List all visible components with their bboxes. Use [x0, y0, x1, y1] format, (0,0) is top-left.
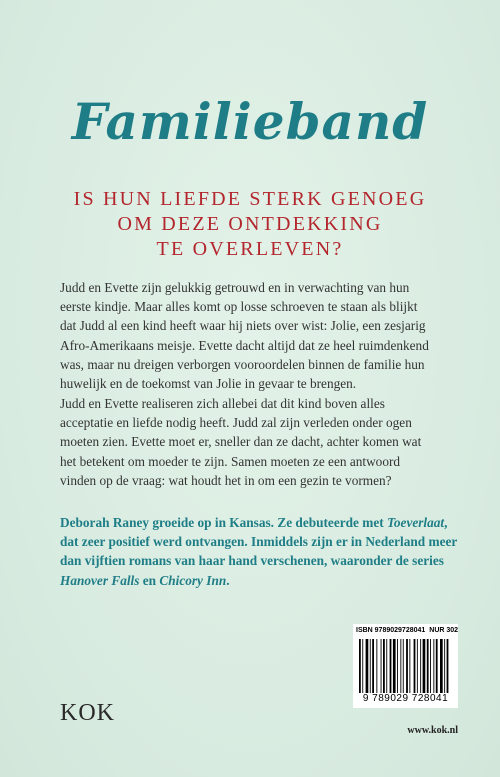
blurb-line: Judd en Evette zijn gelukkig getrouwd en in verwachting van hun [60, 280, 410, 295]
tagline-line: IS HUN LIEFDE STERK GENOEG [73, 188, 427, 210]
isbn-label: ISBN 9789029728041 [356, 627, 426, 634]
blurb-paragraph-1 [60, 278, 452, 393]
publisher-website: www.kok.nl [407, 725, 458, 736]
tagline-line: TE OVERLEVEN? [156, 238, 344, 260]
nur-label: NUR 302 [429, 627, 459, 634]
series-title-reference: Chicory Inn [159, 572, 227, 588]
blurb-line: eerste kindje. Maar alles komt op losse schroeven te staan als blijkt [60, 299, 418, 315]
barcode-panel [353, 624, 458, 708]
blurb-paragraph-2 [60, 394, 452, 490]
barcode-icon [359, 639, 452, 693]
book-title-reference: Toeverlaat [387, 515, 445, 530]
blurb-line: huwelijk en de toekomst van Jolie in gevaar te brengen. [60, 376, 357, 392]
blurb-line: acceptatie en liefde nodig heeft. Judd zal zijn verleden onder ogen [60, 415, 412, 431]
book-title: Familieband [71, 92, 429, 151]
author-bio-line: dat zeer positief werd ontvangen. Inmiddels zijn er in Nederland meer [60, 534, 458, 550]
blurb-line: Afro-Amerikaans meisje. Evette dacht altijd dat ze heel ruimdenkend [60, 337, 429, 353]
blurb-line: was, maar nu dreigen verborgen vooroordelen binnen de familie hun [60, 356, 425, 372]
author-bio-line: Hanover Falls en Chicory Inn. [60, 572, 230, 588]
series-title-reference: Hanover Falls [60, 572, 140, 588]
blurb-line: vinden op de vraag: wat houdt het in om een gezin te vormen? [60, 472, 392, 488]
barcode-digits: 9 789029 728041 [362, 693, 449, 704]
blurb-line: moeten zien. Evette moet er, sneller dan ze dacht, achter komen wat [60, 434, 422, 450]
isbn-line [356, 627, 458, 634]
blurb-line: het betekent om moeder te zijn. Samen moeten ze een antwoord [60, 453, 401, 469]
author-bio [60, 513, 460, 590]
publisher-logo: KOK [60, 700, 115, 726]
author-bio-line: dan vijftien romans van haar hand verschenen, waaronder de series [60, 553, 444, 569]
blurb-line: dat Judd al een kind heeft waar hij niets over wist: Jolie, een zesjarig [60, 318, 426, 334]
blurb-line: Judd en Evette realiseren zich allebei dat dit kind boven alles [60, 396, 385, 411]
tagline [40, 187, 460, 262]
tagline-line: OM DEZE ONTDEKKING [117, 213, 383, 235]
author-bio-line: Deborah Raney groeide op in Kansas. Ze debuteerde met Toeverlaat, [60, 515, 448, 530]
